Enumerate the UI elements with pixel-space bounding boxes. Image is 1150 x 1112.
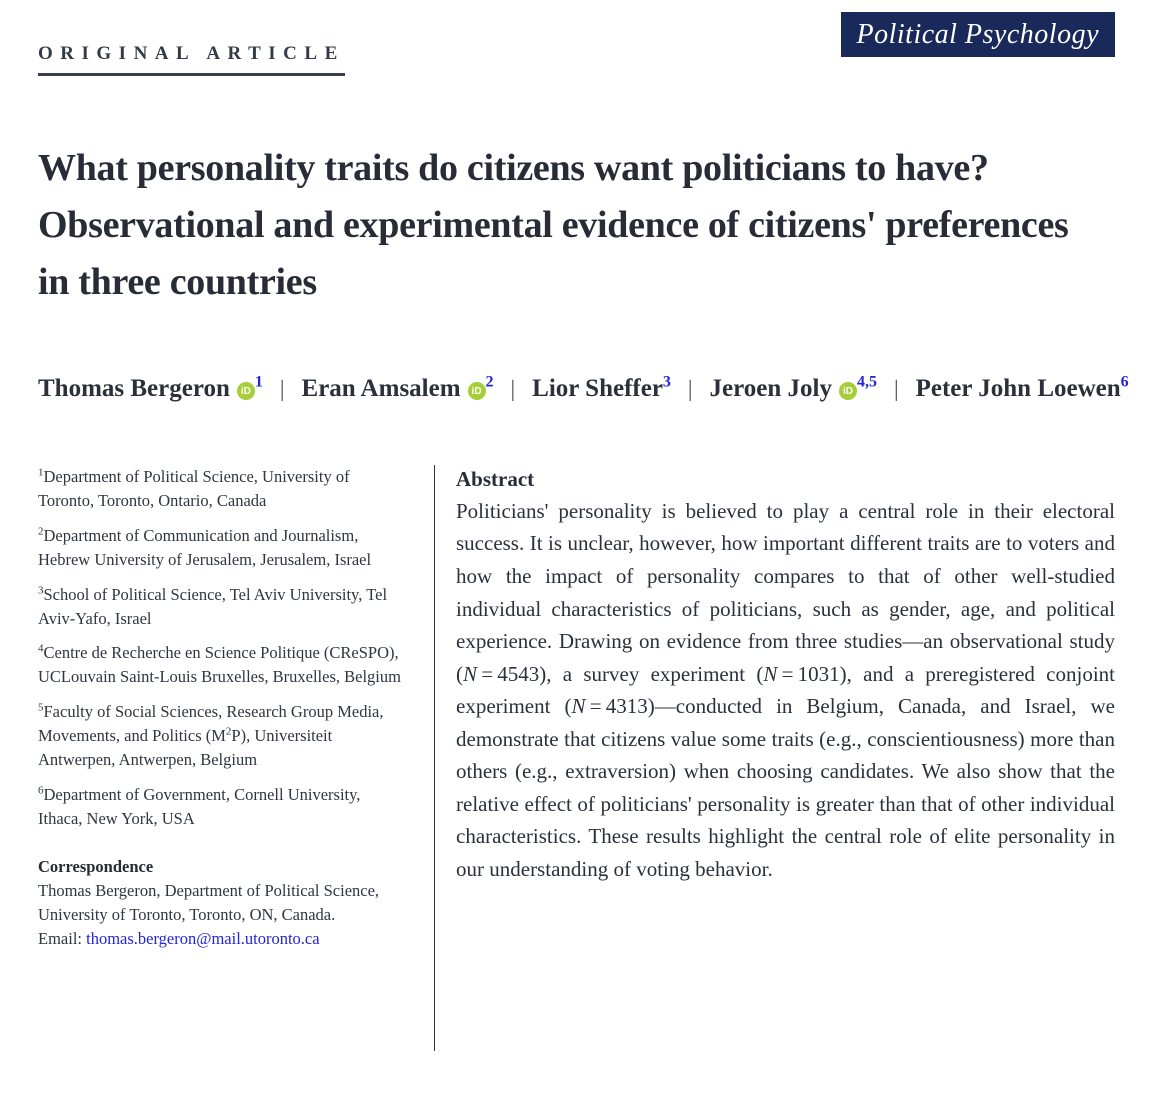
abstract-text-segment: = 1031), and a preregistered conjoint experiment ( (456, 661, 1115, 719)
abstract-italic-text: N (763, 661, 778, 686)
orcid-icon[interactable]: iD (237, 382, 255, 400)
author-separator: | (279, 375, 285, 401)
correspondence-body (38, 879, 406, 951)
affiliation-item (38, 583, 406, 631)
author-name: Thomas Bergeron (38, 374, 230, 402)
author-superscript: 4,5 (856, 373, 877, 391)
author-name: Peter John Loewen (915, 374, 1121, 402)
author-superscript: 3 (662, 373, 671, 391)
correspondence-heading: Correspondence (38, 856, 154, 876)
author-superscript: 2 (485, 373, 494, 391)
author-name: Jeroen Joly (709, 374, 832, 402)
orcid-icon[interactable]: iD (468, 382, 486, 400)
author-separator: | (510, 375, 516, 401)
affiliation-text: P), Universiteit Antwerpen, Antwerpen, Belgium (38, 726, 333, 770)
abstract-column (435, 465, 1115, 1051)
abstract-text-segment: = 4313)—conducted in Belgium, Canada, and Israel, we demonstrate that citizens value some traits (e.g., conscientiousness) more than others (e.g., extraversion) when choosing candidates. We also show that the relative effect of politicians' personality is greater than that of other individual characteristics. These results highlight the central role of elite personality in our understanding of voting behavior. (456, 694, 1116, 881)
affiliation-item (38, 465, 406, 513)
author (38, 375, 263, 402)
affiliation-text: Department of Communication and Journalism, Hebrew University of Jerusalem, Jerusalem, Israel (38, 525, 372, 569)
author-name: Lior Sheffer (532, 374, 663, 402)
affiliation-marker: 1 (38, 466, 44, 479)
author-superscript: 1 (254, 373, 263, 391)
abstract-text (456, 495, 1115, 886)
affiliation-text: Department of Political Science, University of Toronto, Toronto, Ontario, Canada (38, 466, 350, 510)
correspondence-text: Thomas Bergeron, Department of Political Science, University of Toronto, Toronto, ON, Canada. (38, 880, 380, 924)
left-metadata-column (38, 465, 434, 1051)
affiliation-item (38, 524, 406, 572)
author (710, 375, 877, 402)
article-type-label: ORIGINAL ARTICLE (38, 44, 345, 76)
author-separator: | (687, 375, 693, 401)
author-list (38, 365, 1129, 413)
affiliation-text: Centre de Recherche en Science Politique (CReSPO), UCLouvain Saint-Louis Bruxelles, Bruxelles, Belgium (38, 643, 401, 687)
author (532, 375, 671, 402)
abstract-text-segment: = 4543), a survey experiment ( (477, 661, 764, 686)
email-link[interactable]: thomas.bergeron@mail.utoronto.ca (86, 928, 320, 948)
orcid-icon[interactable]: iD (839, 382, 857, 400)
affiliation-text: Department of Government, Cornell University, Ithaca, New York, USA (38, 785, 361, 828)
affiliation-item (38, 700, 406, 772)
abstract-text-segment: Politicians' personality is believed to play a central role in their electoral success. It is unclear, however, how important different traits are to voters and how the impact of personality compares to that of other well-studied individual characteristics of politicians, such as gender, age, and political experience. Drawing on evidence from three studies—an observational study ( (456, 498, 1115, 686)
affiliation-text: School of Political Science, Tel Aviv University, Tel Aviv-Yafo, Israel (38, 584, 388, 628)
author-name: Eran Amsalem (301, 374, 461, 402)
article-title: What personality traits do citizens want politicians to have? Observational and experimental evidence of citizens' preferences in three countries (38, 146, 1069, 303)
affiliation-marker: 2 (38, 525, 44, 538)
affiliation-item (38, 641, 406, 689)
affiliation-marker: 5 (38, 701, 44, 714)
affiliation-marker: 6 (38, 784, 44, 797)
affiliation-item (38, 783, 406, 831)
author-superscript: 6 (1120, 373, 1129, 391)
abstract-italic-text: N (571, 694, 586, 719)
two-column-layout (38, 465, 1115, 1051)
affiliation-marker: 3 (38, 584, 44, 597)
header-row (38, 0, 1115, 76)
journal-banner: Political Psychology (841, 12, 1116, 57)
affiliation-sup-text: 2 (225, 725, 232, 738)
abstract-heading: Abstract (456, 466, 535, 491)
author (302, 375, 494, 402)
abstract-italic-text: N (463, 661, 478, 686)
affiliation-marker: 4 (38, 642, 44, 655)
email-label: Email: (38, 928, 87, 948)
affiliation-text: Faculty of Social Sciences, Research Group Media, Movements, and Politics (M (38, 702, 384, 746)
affiliation-list (38, 465, 406, 831)
author (916, 375, 1129, 402)
author-separator: | (893, 375, 899, 401)
